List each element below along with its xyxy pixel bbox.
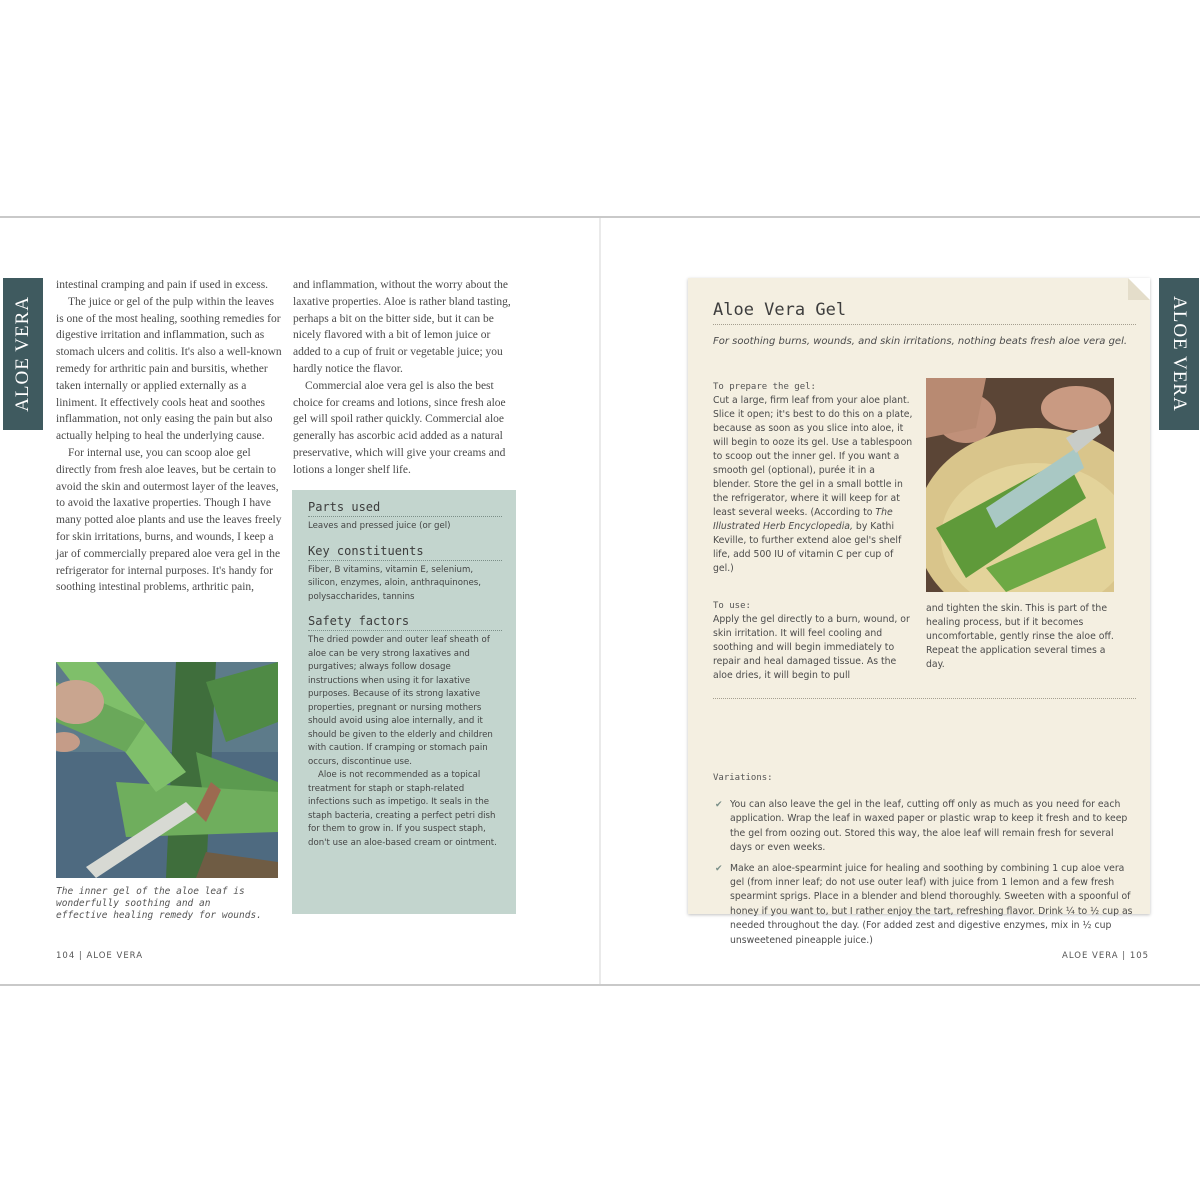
paragraph: The juice or gel of the pulp within the leaves is one of the most healing, soothing remedies for digestive irritation and inflammation, such as stomach ulcers and colitis. It's also a well-known remedy for arthritic pain and bursitis, whether taken internally or applied externally as a liniment. It effectively cools heat and soothes inflammation, not only easing the pain but also actually helping to heal the underlying cause. <box>56 295 282 443</box>
book-spread <box>0 216 1200 986</box>
page-gutter <box>599 218 601 984</box>
use-label: To use: <box>713 601 751 611</box>
side-tab-label: ALOE VERA <box>12 296 33 412</box>
prepare-text-body: Cut a large, firm leaf from your aloe plant. Slice it open; it's best to do this on a plate, because as soon as you slice into aloe, it will begin to ooze its gel. Use a tablespoon to scoop out the inner gel. If you want a smooth gel (optional), purée it in a blender. Store the gel in a small bottle in the refrigerator, where it will keep for at least several weeks. (According to <box>713 395 913 518</box>
recipe-title: Aloe Vera Gel <box>713 300 847 320</box>
prepare-text-body-2: by Kathi Keville, to further extend aloe gel's shelf life, add 500 IU of vitamin C per cup of gel.) <box>713 521 902 574</box>
prepare-label: To prepare the gel: <box>713 382 816 392</box>
paragraph: For internal use, you can scoop aloe gel directly from fresh aloe leaves, but be certain to avoid the skin and outermost layer of the leaves, to avoid the laxative properties. Though I have many potted aloe plants and use the leaves freely for skin irritations, burns, and wounds, I keep a jar of commercially prepared aloe vera gel in the refrigerator for internal purposes. It's handy for soothing intestinal problems, arthritic pain, <box>56 446 282 594</box>
aloe-leaf-photo <box>56 662 278 878</box>
list-item: ✔ You can also leave the gel in the leaf, cutting off only as much as you need for each application. Wrap the leaf in waxed paper or plastic wrap to keep it fresh and to keep the gel from oozing out. Stored this way, the aloe leaf will remain fresh for several days or even weeks. <box>715 799 1128 854</box>
page-folio-left: 104 | ALOE VERA <box>56 951 144 961</box>
use-text-right: and tighten the skin. This is part of the healing process, but if it becomes uncomfortable, gently rinse the aloe off. Repeat the application several times a day. <box>926 603 1114 670</box>
safety-text <box>308 634 502 850</box>
list-item: ✔ Make an aloe-spearmint juice for healing and soothing by combining 1 cup aloe vera gel (from inner leaf; do not use outer leaf) with juice from 1 lemon and a few fresh spearmint sprigs. Place in a blender and blend thoroughly. Sweeten with a spoonful of honey if you want to, but I rather enjoy the tart, refreshing flavor. Drink ¼ to ½ cup as needed throughout the day. (For added zest and digestive enzymes, mix in ½ cup unsweetened pineapple juice.) <box>715 862 1133 946</box>
variations-label: Variations: <box>713 773 773 783</box>
book-title: The Illustrated Herb Encyclopedia, <box>713 507 893 532</box>
safety-paragraph: The dried powder and outer leaf sheath of aloe can be very strong laxatives and purgatives; always follow dosage instructions when using it for laxative purposes. Because of its strong laxative properties, pregnant or nursing mothers should avoid using aloe internally, and it should be given to the elderly and children with caution. If cramping or stomach pain occurs, discontinue use. <box>308 635 493 767</box>
recipe-card <box>688 278 1150 946</box>
constituents-heading: Key constituents <box>308 544 502 561</box>
constituents-section <box>308 544 502 605</box>
photo-caption: The inner gel of the aloe leaf is wonderfully soothing and an effective healing remedy for wounds. <box>56 886 262 921</box>
paragraph: intestinal cramping and pain if used in excess. <box>56 279 269 291</box>
divider <box>713 698 1136 699</box>
card-corner-fold <box>1128 278 1150 300</box>
prepare-text <box>713 394 913 576</box>
divider <box>713 324 1136 325</box>
safety-paragraph: Aloe is not recommended as a topical treatment for staph or staph-related infections such as impetigo. It seals in the staph bacteria, creating a perfect petri dish for them to grow in. If you suspect staph, don't use an aloe-based cream or ointment. <box>308 770 497 848</box>
recipe-intro: For soothing burns, wounds, and skin irritations, nothing beats fresh aloe vera gel. <box>713 336 1128 347</box>
herb-facts-box <box>292 490 516 914</box>
side-tab-left <box>3 278 43 430</box>
body-column-1 <box>56 277 282 596</box>
aloe-gel-photo <box>926 378 1114 592</box>
page-folio-right: ALOE VERA | 105 <box>1062 951 1150 961</box>
safety-heading: Safety factors <box>308 614 502 631</box>
parts-used-text: Leaves and pressed juice (or gel) <box>308 521 451 531</box>
parts-used-section <box>308 500 502 534</box>
constituents-text: Fiber, B vitamins, vitamin E, selenium, silicon, enzymes, aloin, anthraquinones, polysaccharides, tannins <box>308 564 481 602</box>
side-tab-label: ALOE VERA <box>1169 296 1190 412</box>
bullet-icon: ✔ <box>715 800 723 810</box>
side-tab-right <box>1159 278 1199 430</box>
use-text-left: Apply the gel directly to a burn, wound, or skin irritation. It will feel cooling and soothing and will begin immediately to repair and heal damaged tissue. As the aloe dries, it will begin to pull <box>713 614 910 681</box>
body-column-2 <box>293 277 515 479</box>
parts-used-heading: Parts used <box>308 500 502 517</box>
paragraph: Commercial aloe vera gel is also the best choice for creams and lotions, since fresh aloe gel will spoil rather quickly. Commercial aloe generally has ascorbic acid added as a natural preservative, which will give your creams and lotions a longer shelf life. <box>293 379 506 476</box>
safety-section <box>308 614 502 850</box>
paragraph: and inflammation, without the worry about the laxative properties. Aloe is rather bland tasting, perhaps a bit on the bitter side, but it can be nicely flavored with a bit of lemon juice or added to a cup of fruit or vegetable juice; you hardly notice the flavor. <box>293 279 511 375</box>
bullet-icon: ✔ <box>715 863 723 874</box>
variations-list <box>713 798 1133 954</box>
